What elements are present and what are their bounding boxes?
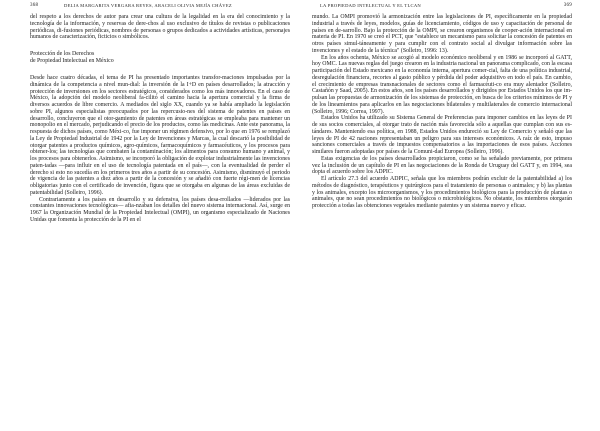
right-paragraph-1: mundo. La OMPI promovió la armonización entre las legislaciones de PI, específicamente en la propiedad industrial a través de leyes, modelos, guías de licenciamiento, códigos de uso y capacitación de personal de países en de-sarrollo. Bajo la protección de la OMPI, se crearon organismos de cooper-ación internacional en materia de PI. En 1970 se creó el PCT, que "establece un mecanismo para solicitar la concesión de patentes en otros países simul-táneamente y para cumplir con el contrato social al divulgar información sobre las invenciones y el estado de la técnica" (Solleiro, 1996: 13). bbox=[312, 14, 572, 54]
right-paragraph-2: En los años ochenta, México se acogió al modelo económico neoliberal y en 1986 se incorporó al GATT, hoy OMC. Las nuevas reglas del juego crearon en la industria nacional un panorama complicado, con la escasa participación del Estado mexicano en la economía interna, apertura comer-cial, falta de una política industrial, desregulación financiera, recortes al gasto público y pérdida del poder adquisitivo en todo el país. En cambio, el crecimiento de empresas transnacionales de sectores como el farmacéuti-co era muy alentador (Solleiro, Castañón y Saad, 2005). En estos años, son los países desarrollados y dirigidos por Estados Unidos los que im-pulsan las propuestas de armonización de los sistemas de protección, en busca de los criterios mínimos de PI y de los lineamientos para aplicarlos en las negociaciones bilaterales y multilaterales de comercio internacional (Solleiro, 1996; Correa, 1997). bbox=[312, 54, 572, 115]
right-paragraph-4: Estas exigencias de los países desarrollados propiciaron, como se ha señalado previamente, por primera vez la inclusión de un capítulo de PI en las negociaciones de la Ronda de Uruguay del GATT y, en 1994, sea dopta el acuerdo sobre los ADPIC. bbox=[312, 155, 572, 176]
section-heading-line-2: de Propiedad Intelectual en México bbox=[30, 58, 114, 64]
right-paragraph-5: El artículo 27.3 del acuerdo ADPIC, señala que los miembros podrán excluir de la patentabilidad a) los métodos de diagnóstico, terapéuticos y quirúrgicos para el tratamiento de personas o animales; y b) las plantas y los animales, excepto los microorganismos, y los procedimientos biológicos para la producción de plantas o animales, que no sean procedimientos no biológicos o microbiológicos. No obstante, los miembros otorgarán protección a todas las obtenciones vegetales mediante patentes y un sistema nuevo y eficaz. bbox=[312, 176, 572, 209]
right-page-header bbox=[312, 3, 572, 14]
left-paragraph-1: Desde hace cuatro décadas, el tema de PI ha presentado importantes transfor-maciones impulsadas por la dinámica de la competencia a nivel mun-dial: la inversión de la I+D en países desarrollados; la atracción y protección de inversiones en los sectores estratégicos, considerados como los más innovadores. En el caso de México, la adopción del modelo neoliberal fa-cilitó el camino hacia la apertura comercial y la firma de diversos acuerdos de libre comercio. A mediados del siglo XX, cuando ya se había ampliado la legislación sobre PI, algunos especialistas preocupados por las repercusio-nes del sistema de patentes en países en desarrollo, concluyeron que el otor-gamiento de patentes en áreas estratégicas se empleaba para mantener un monopolio en el mercado, perjudicando el precio de los productos, como las medicinas. Ante este panorama, la respuesta de dichos países, como Méxi-co, fue imponer un régimen defensivo, por lo que en 1976 se remplazó la Ley de Propiedad Industrial de 1942 por la Ley de Invenciones y Marcas, la cual descartó la posibilidad de otorgar patentes a productos químicos, agro-químicos, farmacoquímicos y farmacéuticos, y los procesos para obtener-los; las tecnologías que combaten la contaminación; los alimentos para consumo humano y animal, y los procesos para obtenerlos. Asimismo, se incorporó la obligación de explotar industrialmente las invenciones paten-tadas —para influir en el uso de tecnología patentada en el país—, con la eventualidad de perder el derecho si esto no sucedía en los primeros tres años a partir de su concesión. Asimismo, disminuyó el periodo de vigencia de las patentes a diez años a partir de la concesión y se añadió con fuerte régi-men de licencias obligatorias junto con el certificado de invención, figura que se otorgaba en algunas de las áreas excluidas de patentabilidad (Solleiro, 1996). bbox=[30, 75, 290, 196]
right-page-body bbox=[312, 14, 572, 210]
right-paragraph-3: Estados Unidos ha utilizado su Sistema General de Preferencias para imponer cambios en las leyes de PI de sus socios comerciales, al otorgar trato de nación más favorecida sólo a aquellas que cumplan con sus es-tándares. Manteniendo esa política, en 1988, Estados Unidos endureció su Ley de Comercio y señaló que las leyes de PI de 42 naciones representaban un peligro para sus intereses económicos. A raíz de esto, impuso sanciones comerciales a través de impuestos compensatorios a las importaciones de esos países. Acciones similares fueron adoptadas por países de la Comuni-dad Europea (Solleiro, 1996). bbox=[312, 115, 572, 155]
right-running-head: LA PROPIEDAD INTELECTUAL Y EL TLCAN bbox=[320, 3, 421, 8]
left-page-number: 368 bbox=[30, 3, 39, 8]
left-opening-paragraph: del respeto a los derechos de autor para crear una cultura de la legalidad en la era del conocimiento y la tecnología de la información, y reservas de dere-chos al uso exclusivo de títulos de revistas o publicaciones periódicas, di-fusiones periódicas, nombres de personas o grupos dedicados a actividades artísticas, personajes humanos de caracterización, ficticios o simbólicos. bbox=[30, 14, 290, 41]
right-page bbox=[300, 0, 600, 431]
left-paragraph-2: Contrariamente a los países en desarrollo y su defensiva, los países desa-rrollados —liderados por las constantes innovaciones tecnológicas— afia-nzaban los detalles del nuevo sistema internacional. Así, surge en 1967 la Organización Mundial de la Propiedad Intelectual (OMPI), un organismo especializado de Naciones Unidas que fomenta la protección de la PI en el bbox=[30, 196, 290, 223]
section-heading bbox=[30, 51, 290, 65]
left-page-body bbox=[30, 14, 290, 224]
left-page-header bbox=[30, 3, 290, 14]
left-running-head: DELIA MARGARITA VERGARA REYES, ARACELI OLIVIA MEJÍA CHÁVEZ bbox=[64, 3, 232, 8]
section-heading-line-1: Protección de los Derechos bbox=[30, 51, 95, 57]
right-page-number: 369 bbox=[563, 3, 572, 8]
